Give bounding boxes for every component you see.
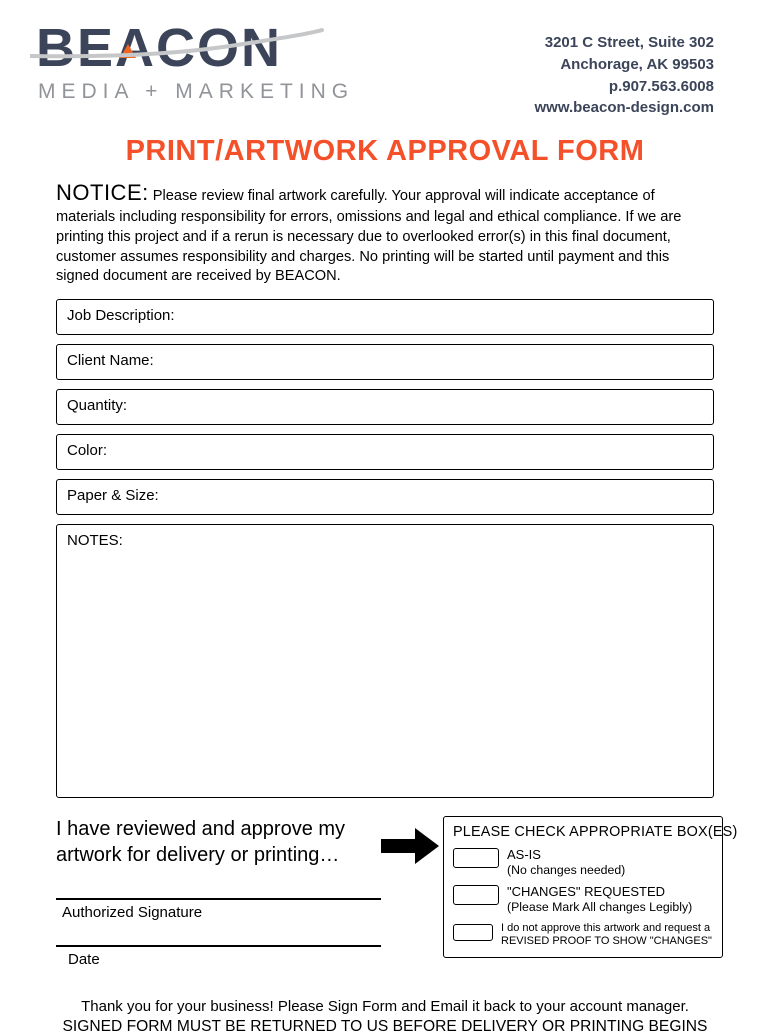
option-revised-proof	[453, 922, 713, 947]
footer-thank-you: Thank you for your business! Please Sign Form and Email it back to your account manager.	[81, 998, 689, 1016]
signature-label: Authorized Signature	[62, 904, 203, 922]
logo-wordmark	[36, 20, 336, 76]
paper-size-label: Paper & Size:	[67, 487, 159, 505]
form-fields	[56, 299, 714, 798]
quantity-label: Quantity:	[67, 397, 128, 415]
notice-label: NOTICE:	[56, 180, 149, 205]
logo-tagline: MEDIA + MARKETING	[38, 80, 355, 103]
contact-info	[535, 20, 714, 119]
notes-label: NOTES:	[67, 532, 123, 550]
signature-block	[56, 898, 381, 968]
contact-address-line1: 3201 C Street, Suite 302	[544, 34, 714, 51]
paper-size-field[interactable]	[56, 479, 714, 515]
notes-field[interactable]	[56, 524, 714, 798]
header	[36, 18, 714, 119]
changes-requested-line2: (Please Mark All changes Legibly)	[507, 900, 693, 915]
date-line[interactable]	[56, 945, 381, 947]
notice-text: Please review final artwork carefully. Your approval will indicate acceptance of materials including responsibility for errors, omissions and legal and ethical compliance. If we are printing this project and if a rerun is necessary due to overlooked error(s) in this final document, customer assumes responsibility and charges. No printing will be started until payment and this signed document are received by BEACON.	[56, 188, 682, 285]
logo-text: BEACON	[36, 18, 283, 78]
as-is-line1: AS-IS	[507, 847, 541, 863]
signature-line[interactable]	[56, 898, 381, 900]
form-title: PRINT/ARTWORK APPROVAL FORM	[125, 135, 645, 167]
as-is-line2: (No changes needed)	[507, 863, 626, 878]
date-label: Date	[68, 951, 100, 969]
contact-website-link[interactable]: www.beacon-design.com	[534, 99, 714, 117]
approval-statement: I have reviewed and approve my artwork for delivery or printing…	[56, 818, 346, 867]
color-field[interactable]	[56, 434, 714, 470]
option-as-is	[453, 848, 713, 877]
checkbox-panel	[443, 816, 738, 957]
client-name-field[interactable]	[56, 344, 714, 380]
checkbox-panel-title: PLEASE CHECK APPROPRIATE BOX(ES)	[453, 824, 738, 841]
arrow-wrap	[381, 816, 443, 968]
changes-requested-checkbox[interactable]	[453, 885, 499, 905]
revised-proof-line1: I do not approve this artwork and request a	[501, 922, 711, 935]
right-arrow-icon	[381, 824, 441, 868]
option-changes-requested	[453, 885, 713, 914]
quantity-field[interactable]	[56, 389, 714, 425]
contact-address-line2: Anchorage, AK 99503	[560, 55, 714, 73]
contact-phone: p.907.563.6008	[608, 77, 714, 95]
changes-requested-text	[507, 885, 692, 914]
revised-proof-line2: REVISED PROOF TO SHOW "CHANGES"	[501, 935, 712, 948]
approval-left-column	[56, 816, 381, 968]
approval-section	[56, 816, 738, 969]
footer-return-notice: SIGNED FORM MUST BE RETURNED TO US BEFORE DELIVERY OR PRINTING BEGINS	[62, 1018, 708, 1036]
logo-triangle-icon	[120, 44, 136, 58]
job-description-label: Job Description:	[67, 307, 175, 325]
color-label: Color:	[67, 442, 108, 460]
client-name-label: Client Name:	[67, 352, 154, 370]
as-is-text	[507, 848, 625, 877]
changes-requested-line1: "CHANGES" REQUESTED	[507, 884, 666, 900]
revised-proof-text	[501, 922, 712, 947]
revised-proof-checkbox[interactable]	[453, 924, 493, 941]
as-is-checkbox[interactable]	[453, 848, 499, 868]
job-description-field[interactable]	[56, 299, 714, 335]
footer	[56, 998, 714, 1036]
notice-paragraph	[56, 178, 714, 287]
beacon-logo	[36, 18, 355, 104]
